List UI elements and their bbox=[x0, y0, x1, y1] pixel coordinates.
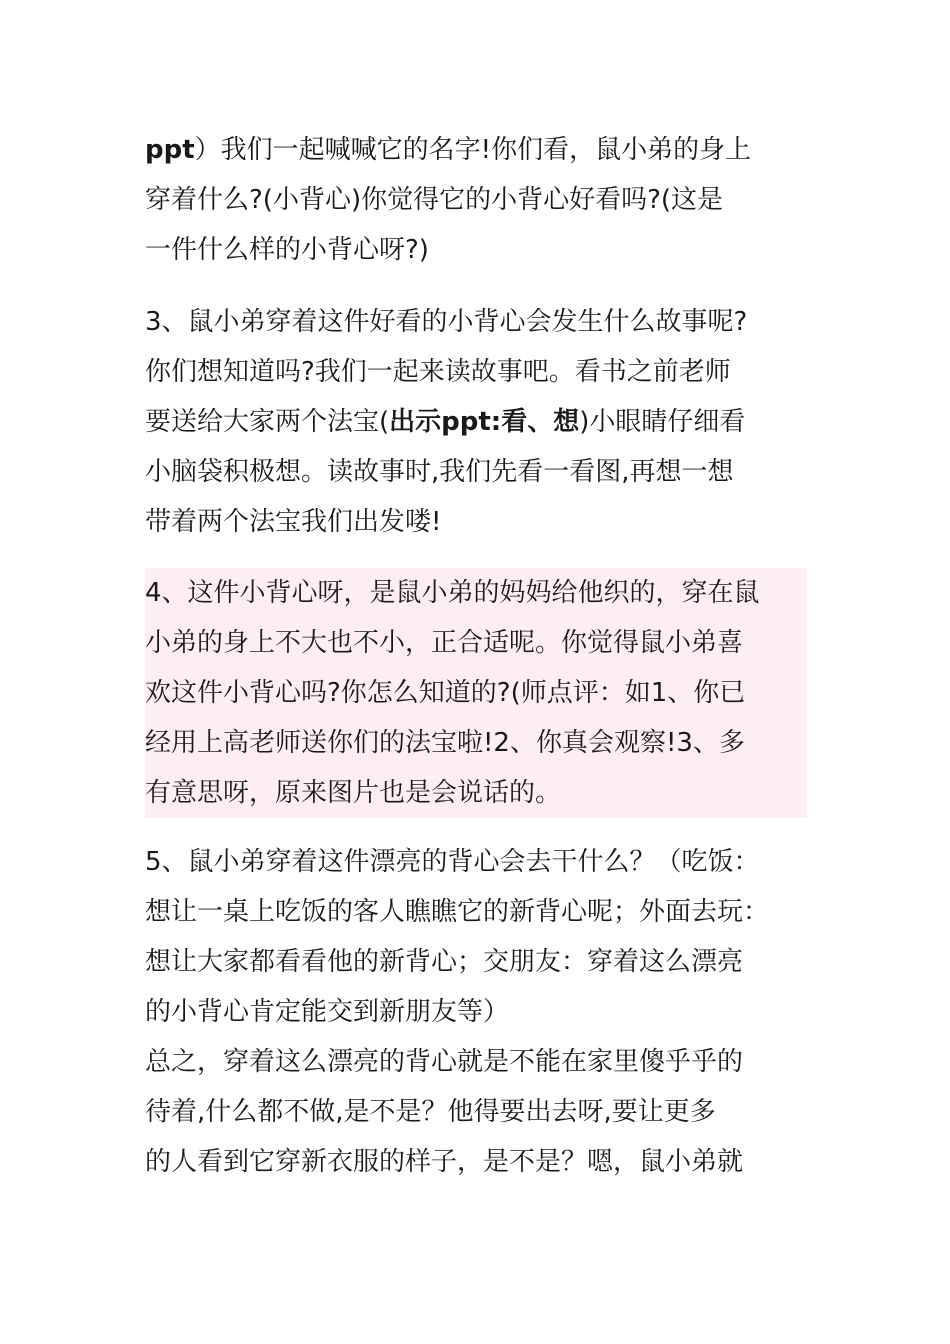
text-line: 你们想知道吗?我们一起来读故事吧。看书之前老师 bbox=[145, 357, 731, 387]
paragraph-intro bbox=[145, 125, 807, 275]
text-line: 待着,什么都不做,是不是？他得要出去呀,要让更多 bbox=[145, 1097, 716, 1127]
text-line: 的人看到它穿新衣服的样子，是不是？嗯，鼠小弟就 bbox=[145, 1147, 744, 1177]
text-line: 4、这件小背心呀，是鼠小弟的妈妈给他织的，穿在鼠 bbox=[145, 578, 760, 608]
text-line: 的小背心肯定能交到新朋友等） bbox=[145, 997, 510, 1027]
ppt-label: ppt bbox=[145, 135, 195, 165]
text-line: 总之，穿着这么漂亮的背心就是不能在家里傻乎乎的 bbox=[145, 1047, 744, 1077]
text-line: 小脑袋积极想。读故事时,我们先看一看图,再想一想 bbox=[145, 457, 734, 487]
text-line: 有意思呀，原来图片也是会说话的。 bbox=[145, 778, 562, 808]
paragraph-step-5 bbox=[145, 837, 807, 1187]
text-line: 小弟的身上不大也不小，正合适呢。你觉得鼠小弟喜 bbox=[145, 628, 744, 658]
text-line: 带着两个法宝我们出发喽! bbox=[145, 507, 442, 537]
text-line: 想让大家都看看他的新背心；交朋友：穿着这么漂亮 bbox=[145, 947, 744, 977]
text-line bbox=[145, 125, 807, 175]
text-line bbox=[145, 397, 807, 447]
text-line: 穿着什么?(小背心)你觉得它的小背心好看吗?(这是 bbox=[145, 185, 724, 215]
text-line: 欢这件小背心吗?你怎么知道的?(师点评：如1、你已 bbox=[145, 678, 746, 708]
text-line: 经用上高老师送你们的法宝啦!2、你真会观察!3、多 bbox=[145, 728, 745, 758]
text-line: 5、鼠小弟穿着这件漂亮的背心会去干什么？（吃饭： bbox=[145, 847, 760, 877]
paragraph-step-4-highlighted bbox=[145, 568, 807, 818]
emphasis-text: 出示ppt:看、想 bbox=[389, 407, 580, 437]
text-line: 一件什么样的小背心呀?) bbox=[145, 235, 429, 265]
paragraph-step-3 bbox=[145, 297, 807, 547]
text-line: 3、鼠小弟穿着这件好看的小背心会发生什么故事呢? bbox=[145, 307, 748, 337]
line-text: )小眼睛仔细看 bbox=[579, 407, 746, 437]
line-text: ）我们一起喊喊它的名字!你们看，鼠小弟的身上 bbox=[194, 135, 752, 165]
text-line: 想让一桌上吃饭的客人瞧瞧它的新背心呢；外面去玩： bbox=[145, 897, 770, 927]
line-text: 要送给大家两个法宝( bbox=[145, 407, 390, 437]
